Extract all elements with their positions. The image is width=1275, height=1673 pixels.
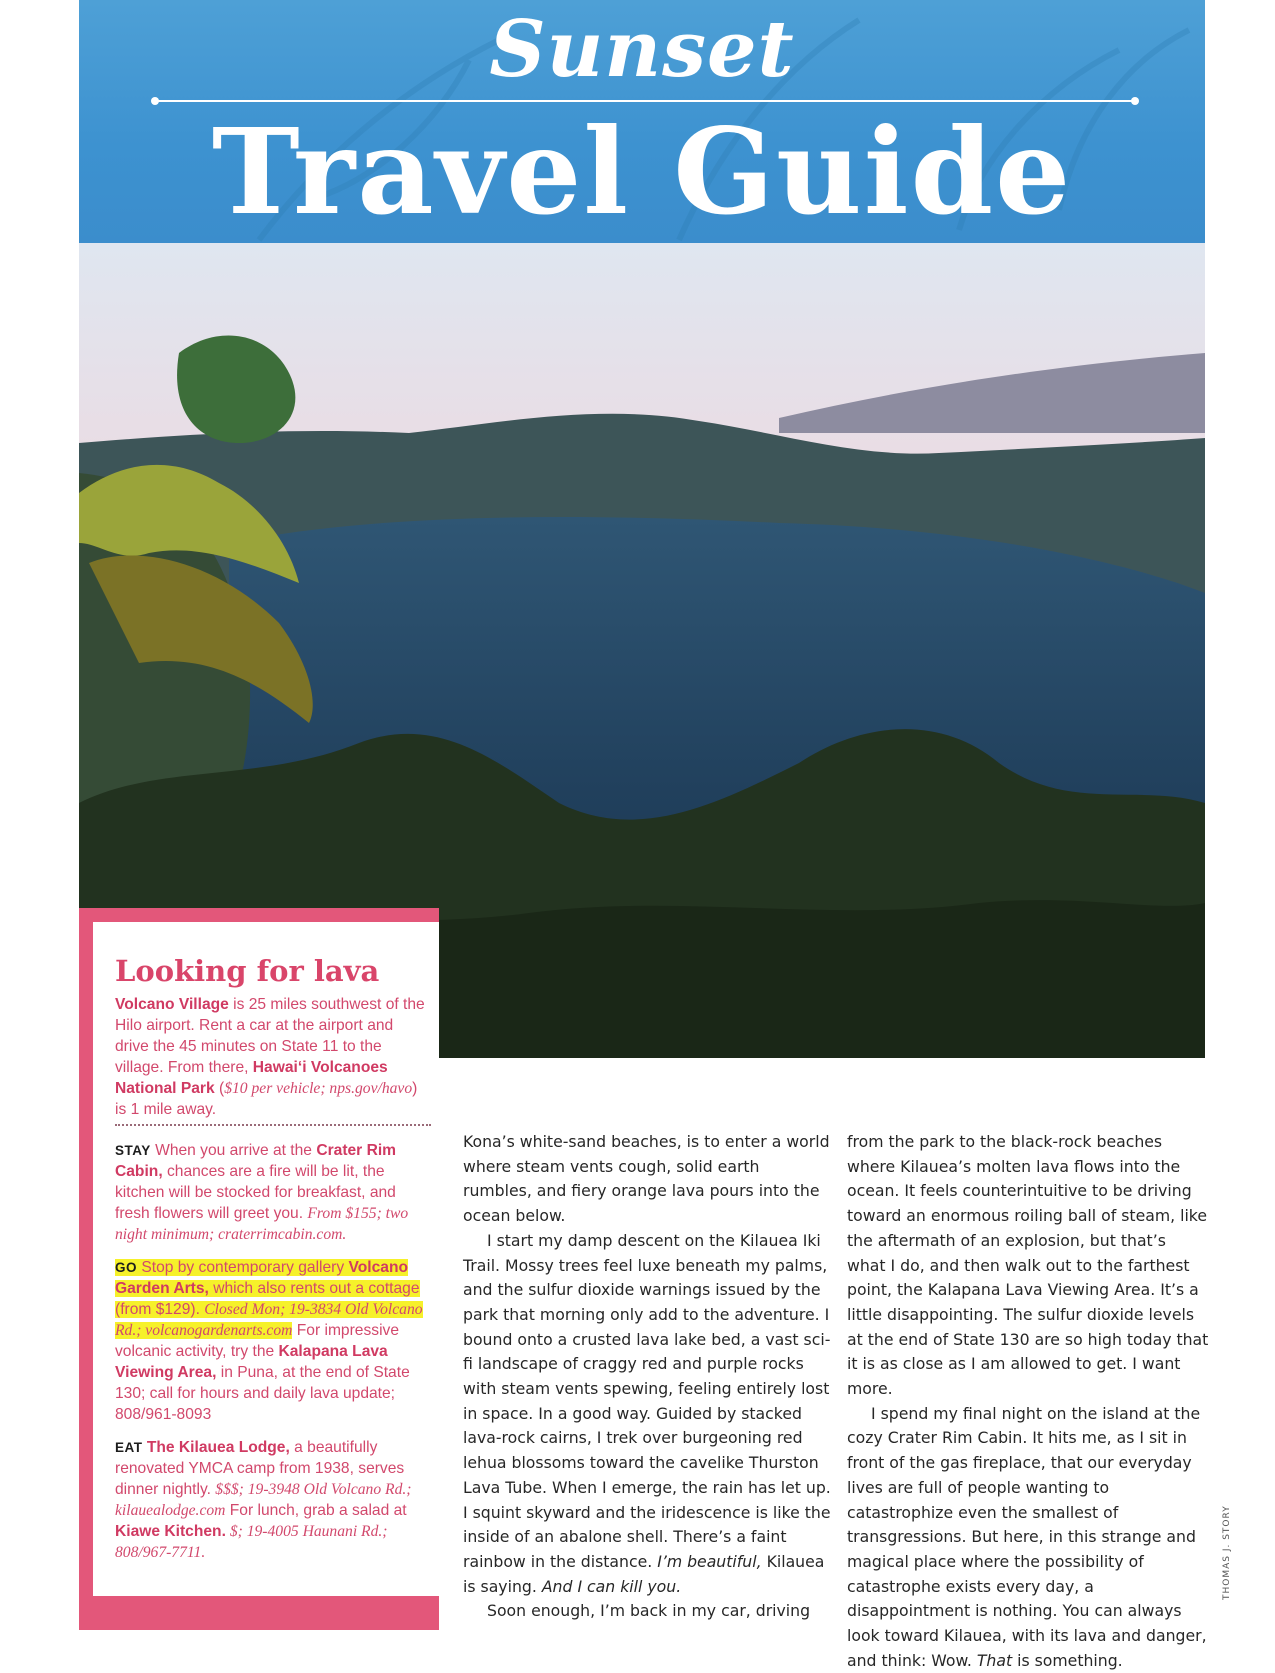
go-place: Volcano Garden Arts, bbox=[115, 1259, 408, 1297]
eat-place: The Kilauea Lodge, bbox=[146, 1439, 290, 1456]
park-name: Hawai‘i Volcanoes National Park bbox=[115, 1059, 388, 1097]
eat-details: $$$; 19-3948 Old Volcano Rd.; kilauealodge.com bbox=[115, 1481, 412, 1519]
stay-place: Crater Rim Cabin, bbox=[115, 1142, 397, 1180]
go-details: Closed Mon; 19-3834 Old Volcano Rd.; volcanogardenarts.com bbox=[115, 1301, 423, 1339]
eat-label: EAT bbox=[115, 1440, 143, 1455]
go-place-2: Kalapana Lava Viewing Area, bbox=[115, 1343, 388, 1381]
sidebar-intro: Volcano Village is 25 miles southwest of the Hilo airport. Rent a car at the airport and drive the 45 minutes on State 11 to the village. From there, Hawai‘i Volcanoes National Park ($10 per vehicle; nps.gov/havo) is 1 mile away. bbox=[115, 996, 425, 1118]
brand-logo: Sunset bbox=[489, 4, 795, 95]
dotted-divider bbox=[115, 1124, 431, 1126]
stay-section: STAY When you arrive at the Crater Rim Cabin, chances are a fire will be lit, the kitchen will be stocked for breakfast, and fresh flowers will greet you. From $155; two night minimum; craterrimcabin.com. bbox=[115, 1142, 409, 1243]
article-column-1 bbox=[463, 1130, 833, 1624]
village-name: Volcano Village bbox=[115, 996, 229, 1013]
paragraph: I start my damp descent on the Kilauea Iki Trail. Mossy trees feel luxe beneath my palms, and the sulfur dioxide warnings issued by the park that morning only add to the adventure. I bound onto a crusted lava lake bed, a vast sci-fi landscape of craggy red and purple rocks with steam vents spewing, feeling entirely lost in space. In a good way. Guided by stacked lava-rock cairns, I trek over burgeoning red lehua blossoms toward the cavelike Thurston Lava Tube. When I emerge, the rain has let up. I squint skyward and the iridescence is like the inside of an abalone shell. There’s a faint rainbow in the distance. I’m beautiful, Kilauea is saying. And I can kill you. bbox=[463, 1230, 831, 1596]
paragraph: Soon enough, I’m back in my car, driving bbox=[487, 1601, 811, 1621]
sidebar-content bbox=[93, 922, 439, 1596]
stay-details: From $155; two night minimum; craterrimcabin.com. bbox=[115, 1205, 409, 1243]
eat-place-2: Kiawe Kitchen. bbox=[115, 1523, 226, 1540]
article-column-2 bbox=[847, 1130, 1209, 1673]
go-section: GO Stop by contemporary gallery Volcano Garden Arts, which also rents out a cottage (from $129). Closed Mon; 19-3834 Old Volcano Rd.; volcanogardenarts.com For impressive volcanic activity, try the Kalapana Lava Viewing Area, in Puna, at the end of State 130; call for hours and daily lava update; 808/961-8093 bbox=[115, 1259, 423, 1423]
paragraph: I spend my final night on the island at the cozy Crater Rim Cabin. It hits me, as I sit in front of the gas fireplace, that our everyday lives are full of people wanting to catastrophize even the smallest of transgressions. But here, in this strange and magical place where the possibility of catastrophe exists every day, a disappointment is nothing. You can always look toward Kilauea, with its lava and danger, and think: Wow. That is something. bbox=[847, 1403, 1207, 1670]
section-title: Travel Guide bbox=[211, 102, 1073, 241]
header-banner bbox=[79, 0, 1205, 243]
park-info: $10 per vehicle; nps.gov/havo bbox=[224, 1080, 413, 1097]
paragraph: from the park to the black-rock beaches where Kilauea’s molten lava flows into the ocean. It feels counterintuitive to be driving toward an enormous roiling ball of steam, like the aftermath of an explosion, but that’s what I do, and then walk out to the farthest point, the Kalapana Lava Viewing Area. It’s a little disappointing. The sulfur dioxide levels at the end of State 130 are so high today that it is as close as I am allowed to get. I want more. bbox=[847, 1132, 1209, 1399]
sidebar-title: Looking for lava bbox=[115, 954, 380, 988]
paragraph: Kona’s white-sand beaches, is to enter a world where steam vents cough, solid earth rumbles, and fiery orange lava pours into the ocean below. bbox=[463, 1132, 830, 1226]
stay-label: STAY bbox=[115, 1143, 151, 1158]
go-label: GO bbox=[115, 1260, 138, 1275]
eat-details-2: $; 19-4005 Haunani Rd.; 808/967-7711. bbox=[115, 1523, 388, 1561]
photo-credit: THOMAS J. STORY bbox=[1222, 1505, 1232, 1600]
sidebar-box bbox=[79, 908, 439, 1630]
eat-section: EAT The Kilauea Lodge, a beautifully renovated YMCA camp from 1938, serves dinner nightly. $$$; 19-3948 Old Volcano Rd.; kilauealodge.com For lunch, grab a salad at Kiawe Kitchen. $; 19-4005 Haunani Rd.; 808/967-7711. bbox=[115, 1439, 412, 1561]
